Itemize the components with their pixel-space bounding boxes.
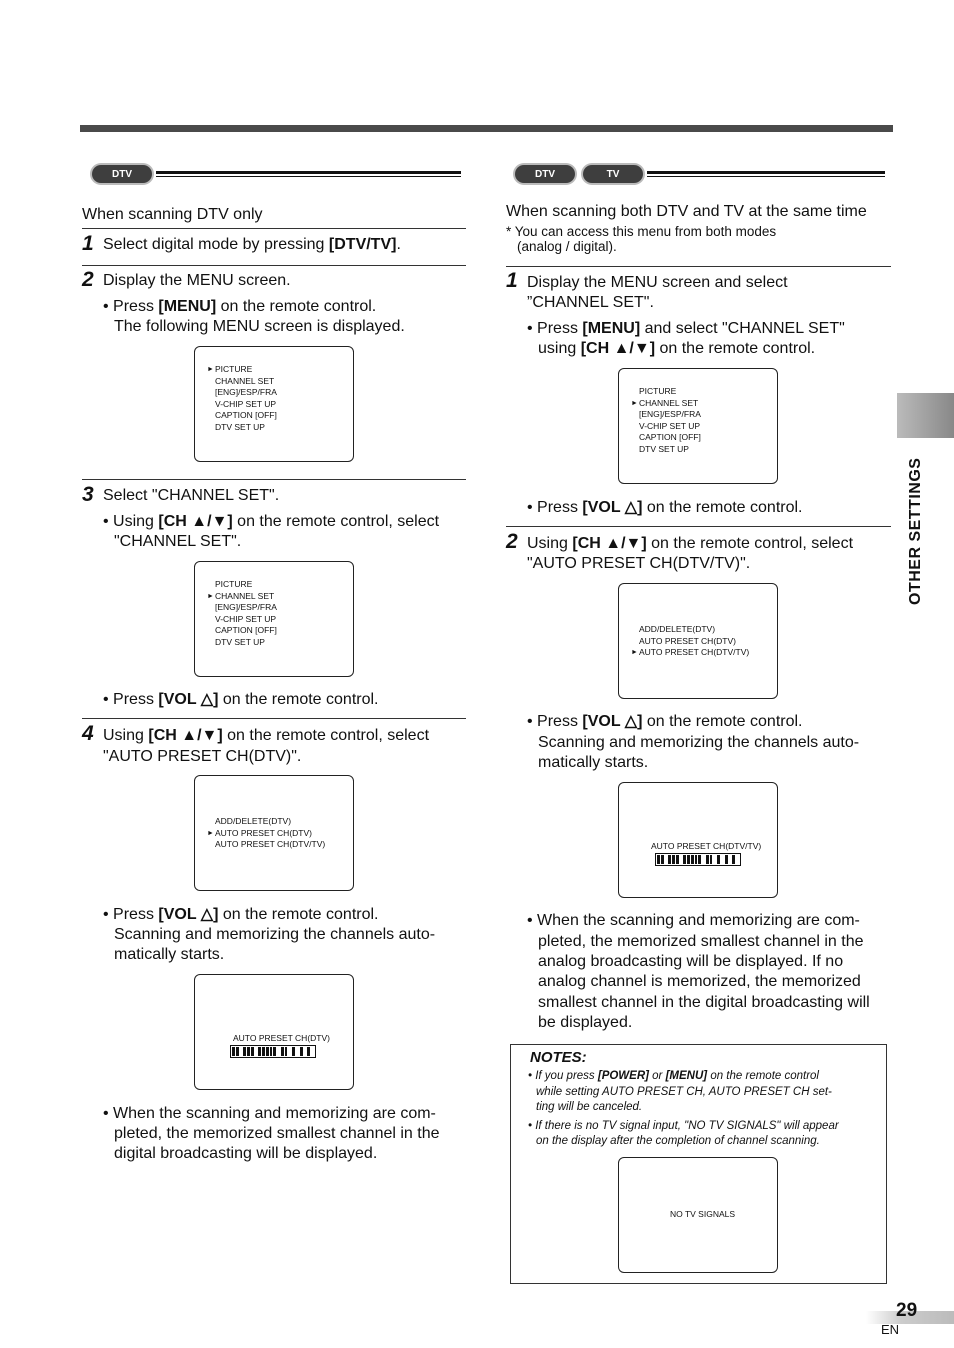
step-4-bullet-2-cont: digital broadcasting will be displayed. xyxy=(114,1145,378,1162)
dtv-mode-pill: DTV xyxy=(92,165,152,183)
step-2-bullet-2-cont: analog channel is memorized, the memorized xyxy=(538,973,861,990)
step-2-text: Display the MENU screen. xyxy=(103,272,291,289)
menu-item: PICTURE xyxy=(215,364,253,374)
divider xyxy=(82,479,466,480)
step-2-text-cont: "AUTO PRESET CH(DTV/TV)". xyxy=(527,555,751,572)
step-2-text: Using [CH ▲/▼] on the remote control, select xyxy=(527,535,854,552)
step-1-text: Select digital mode by pressing [DTV/TV]. xyxy=(103,236,401,253)
pill-rule xyxy=(647,171,885,177)
vol-bullet: • Press [VOL △] on the remote control. xyxy=(527,499,803,516)
step-4-text: Using [CH ▲/▼] on the remote control, select xyxy=(103,727,430,744)
step-number: 1 xyxy=(82,232,94,255)
step-number: 4 xyxy=(82,722,94,745)
step-number: 3 xyxy=(82,483,94,506)
menu-item: [ENG]/ESP/FRA xyxy=(215,602,277,612)
menu-screen xyxy=(194,561,354,677)
divider xyxy=(82,718,466,719)
menu-item: PICTURE xyxy=(639,386,677,396)
top-rule xyxy=(80,125,893,132)
step-2-bullet: • Press [VOL △] on the remote control. xyxy=(527,713,803,730)
step-1-text: Display the MENU screen and select xyxy=(527,274,788,291)
note-1: • If you press [POWER] or [MENU] on the remote control xyxy=(528,1070,819,1082)
menu-item: CHANNEL SET xyxy=(639,397,699,408)
step-2-bullet-2-cont: analog broadcasting will be displayed. If no xyxy=(538,953,844,970)
step-3-bullet: • Using [CH ▲/▼] on the remote control, select xyxy=(103,513,440,530)
step-3-text: Select "CHANNEL SET". xyxy=(103,487,280,504)
pill-rule xyxy=(156,171,461,177)
dtv-mode-pill: DTV xyxy=(515,165,575,183)
menu-item: CAPTION [OFF] xyxy=(215,410,277,420)
no-signal-screen xyxy=(618,1157,778,1273)
step-2-bullet-cont: matically starts. xyxy=(538,754,649,771)
vol-bullet: • Press [VOL △] on the remote control. xyxy=(103,691,379,708)
step-2-bullet-cont: Scanning and memorizing the channels auto- xyxy=(538,734,860,751)
progress-screen xyxy=(194,974,354,1090)
menu-item: CAPTION [OFF] xyxy=(215,625,277,635)
note-2: • If there is no TV signal input, "NO TV SIGNALS" will appear xyxy=(528,1120,839,1132)
cursor-icon: ► xyxy=(207,366,214,373)
step-1-bullet: • Press [MENU] and select "CHANNEL SET" xyxy=(527,320,845,337)
cursor-icon: ► xyxy=(207,592,214,600)
progress-bar xyxy=(230,1045,316,1058)
progress-bar xyxy=(655,853,741,866)
menu-item: [ENG]/ESP/FRA xyxy=(639,409,701,419)
menu-item: CAPTION [OFF] xyxy=(639,432,701,442)
cursor-icon: ► xyxy=(631,649,638,656)
right-heading: When scanning both DTV and TV at the same time xyxy=(506,203,867,220)
menu-screen xyxy=(618,368,778,484)
menu-item: V-CHIP SET UP xyxy=(215,398,277,409)
step-2-bullet: • Press [MENU] on the remote control. xyxy=(103,298,377,315)
submenu-item: AUTO PRESET CH(DTV) xyxy=(215,827,312,838)
submenu-item: AUTO PRESET CH(DTV/TV) xyxy=(639,647,750,657)
note-1-cont: while setting AUTO PRESET CH, AUTO PRESET CH set- xyxy=(536,1086,832,1098)
menu-item: PICTURE xyxy=(215,579,253,589)
progress-label: AUTO PRESET CH(DTV/TV) xyxy=(651,841,762,851)
cursor-icon: ► xyxy=(207,829,214,837)
submenu-item: AUTO PRESET CH(DTV) xyxy=(639,635,736,646)
menu-item: V-CHIP SET UP xyxy=(639,420,701,431)
menu-item: [ENG]/ESP/FRA xyxy=(215,387,277,397)
step-1-text-cont: ”CHANNEL SET". xyxy=(527,294,654,311)
language-code: EN xyxy=(881,1322,900,1337)
note-1-cont: ting will be canceled. xyxy=(536,1101,643,1113)
tv-mode-pill: TV xyxy=(583,165,643,183)
submenu-screen xyxy=(618,583,778,699)
side-tab-marker xyxy=(897,393,954,438)
no-signal-text: NO TV SIGNALS xyxy=(670,1209,736,1219)
step-number: 1 xyxy=(506,269,518,292)
step-2-bullet-2-cont: be displayed. xyxy=(538,1014,633,1031)
step-number: 2 xyxy=(506,530,518,553)
step-4-bullet-cont: matically starts. xyxy=(114,946,225,963)
step-4-bullet-2-cont: pleted, the memorized smallest channel in the xyxy=(114,1125,440,1142)
step-4-bullet-cont: Scanning and memorizing the channels auto- xyxy=(114,926,436,943)
note-2-cont: on the display after the completion of channel scanning. xyxy=(536,1135,820,1147)
menu-item: DTV SET UP xyxy=(215,421,265,432)
menu-item: CHANNEL SET xyxy=(215,590,275,601)
step-4-bullet: • Press [VOL △] on the remote control. xyxy=(103,906,379,923)
step-4-text-cont: "AUTO PRESET CH(DTV)". xyxy=(103,748,302,765)
progress-label: AUTO PRESET CH(DTV) xyxy=(233,1033,330,1043)
step-2-bullet-cont: The following MENU screen is displayed. xyxy=(114,318,405,335)
submenu-item: ADD/DELETE(DTV) xyxy=(215,816,292,826)
left-heading: When scanning DTV only xyxy=(82,206,263,223)
submenu-item: AUTO PRESET CH(DTV/TV) xyxy=(215,839,326,849)
step-3-bullet-cont: "CHANNEL SET". xyxy=(114,533,242,550)
step-2-bullet-2-cont: pleted, the memorized smallest channel in the xyxy=(538,933,864,950)
step-2-bullet-2: • When the scanning and memorizing are com- xyxy=(527,912,860,929)
divider xyxy=(506,526,891,527)
menu-item: DTV SET UP xyxy=(215,636,265,647)
page-number: 29 xyxy=(896,1300,918,1321)
step-number: 2 xyxy=(82,268,94,291)
step-1-bullet-cont: using [CH ▲/▼] on the remote control. xyxy=(538,340,816,357)
progress-screen xyxy=(618,782,778,898)
divider xyxy=(506,266,891,267)
side-tab-label: OTHER SETTINGS xyxy=(907,457,924,605)
submenu-screen xyxy=(194,775,354,891)
menu-screen xyxy=(194,346,354,462)
cursor-icon: ► xyxy=(631,399,638,407)
submenu-item: ADD/DELETE(DTV) xyxy=(639,624,716,634)
menu-item: DTV SET UP xyxy=(639,443,689,454)
notes-title: NOTES: xyxy=(530,1049,587,1066)
step-4-bullet-2: • When the scanning and memorizing are com- xyxy=(103,1105,436,1122)
divider xyxy=(82,228,466,229)
divider xyxy=(82,265,466,266)
access-note: * You can access this menu from both modes xyxy=(506,224,777,239)
menu-item: CHANNEL SET xyxy=(215,375,275,386)
access-note-cont: (analog / digital). xyxy=(517,239,617,254)
menu-item: V-CHIP SET UP xyxy=(215,613,277,624)
step-2-bullet-2-cont: smallest channel in the digital broadcasting will xyxy=(538,994,870,1011)
